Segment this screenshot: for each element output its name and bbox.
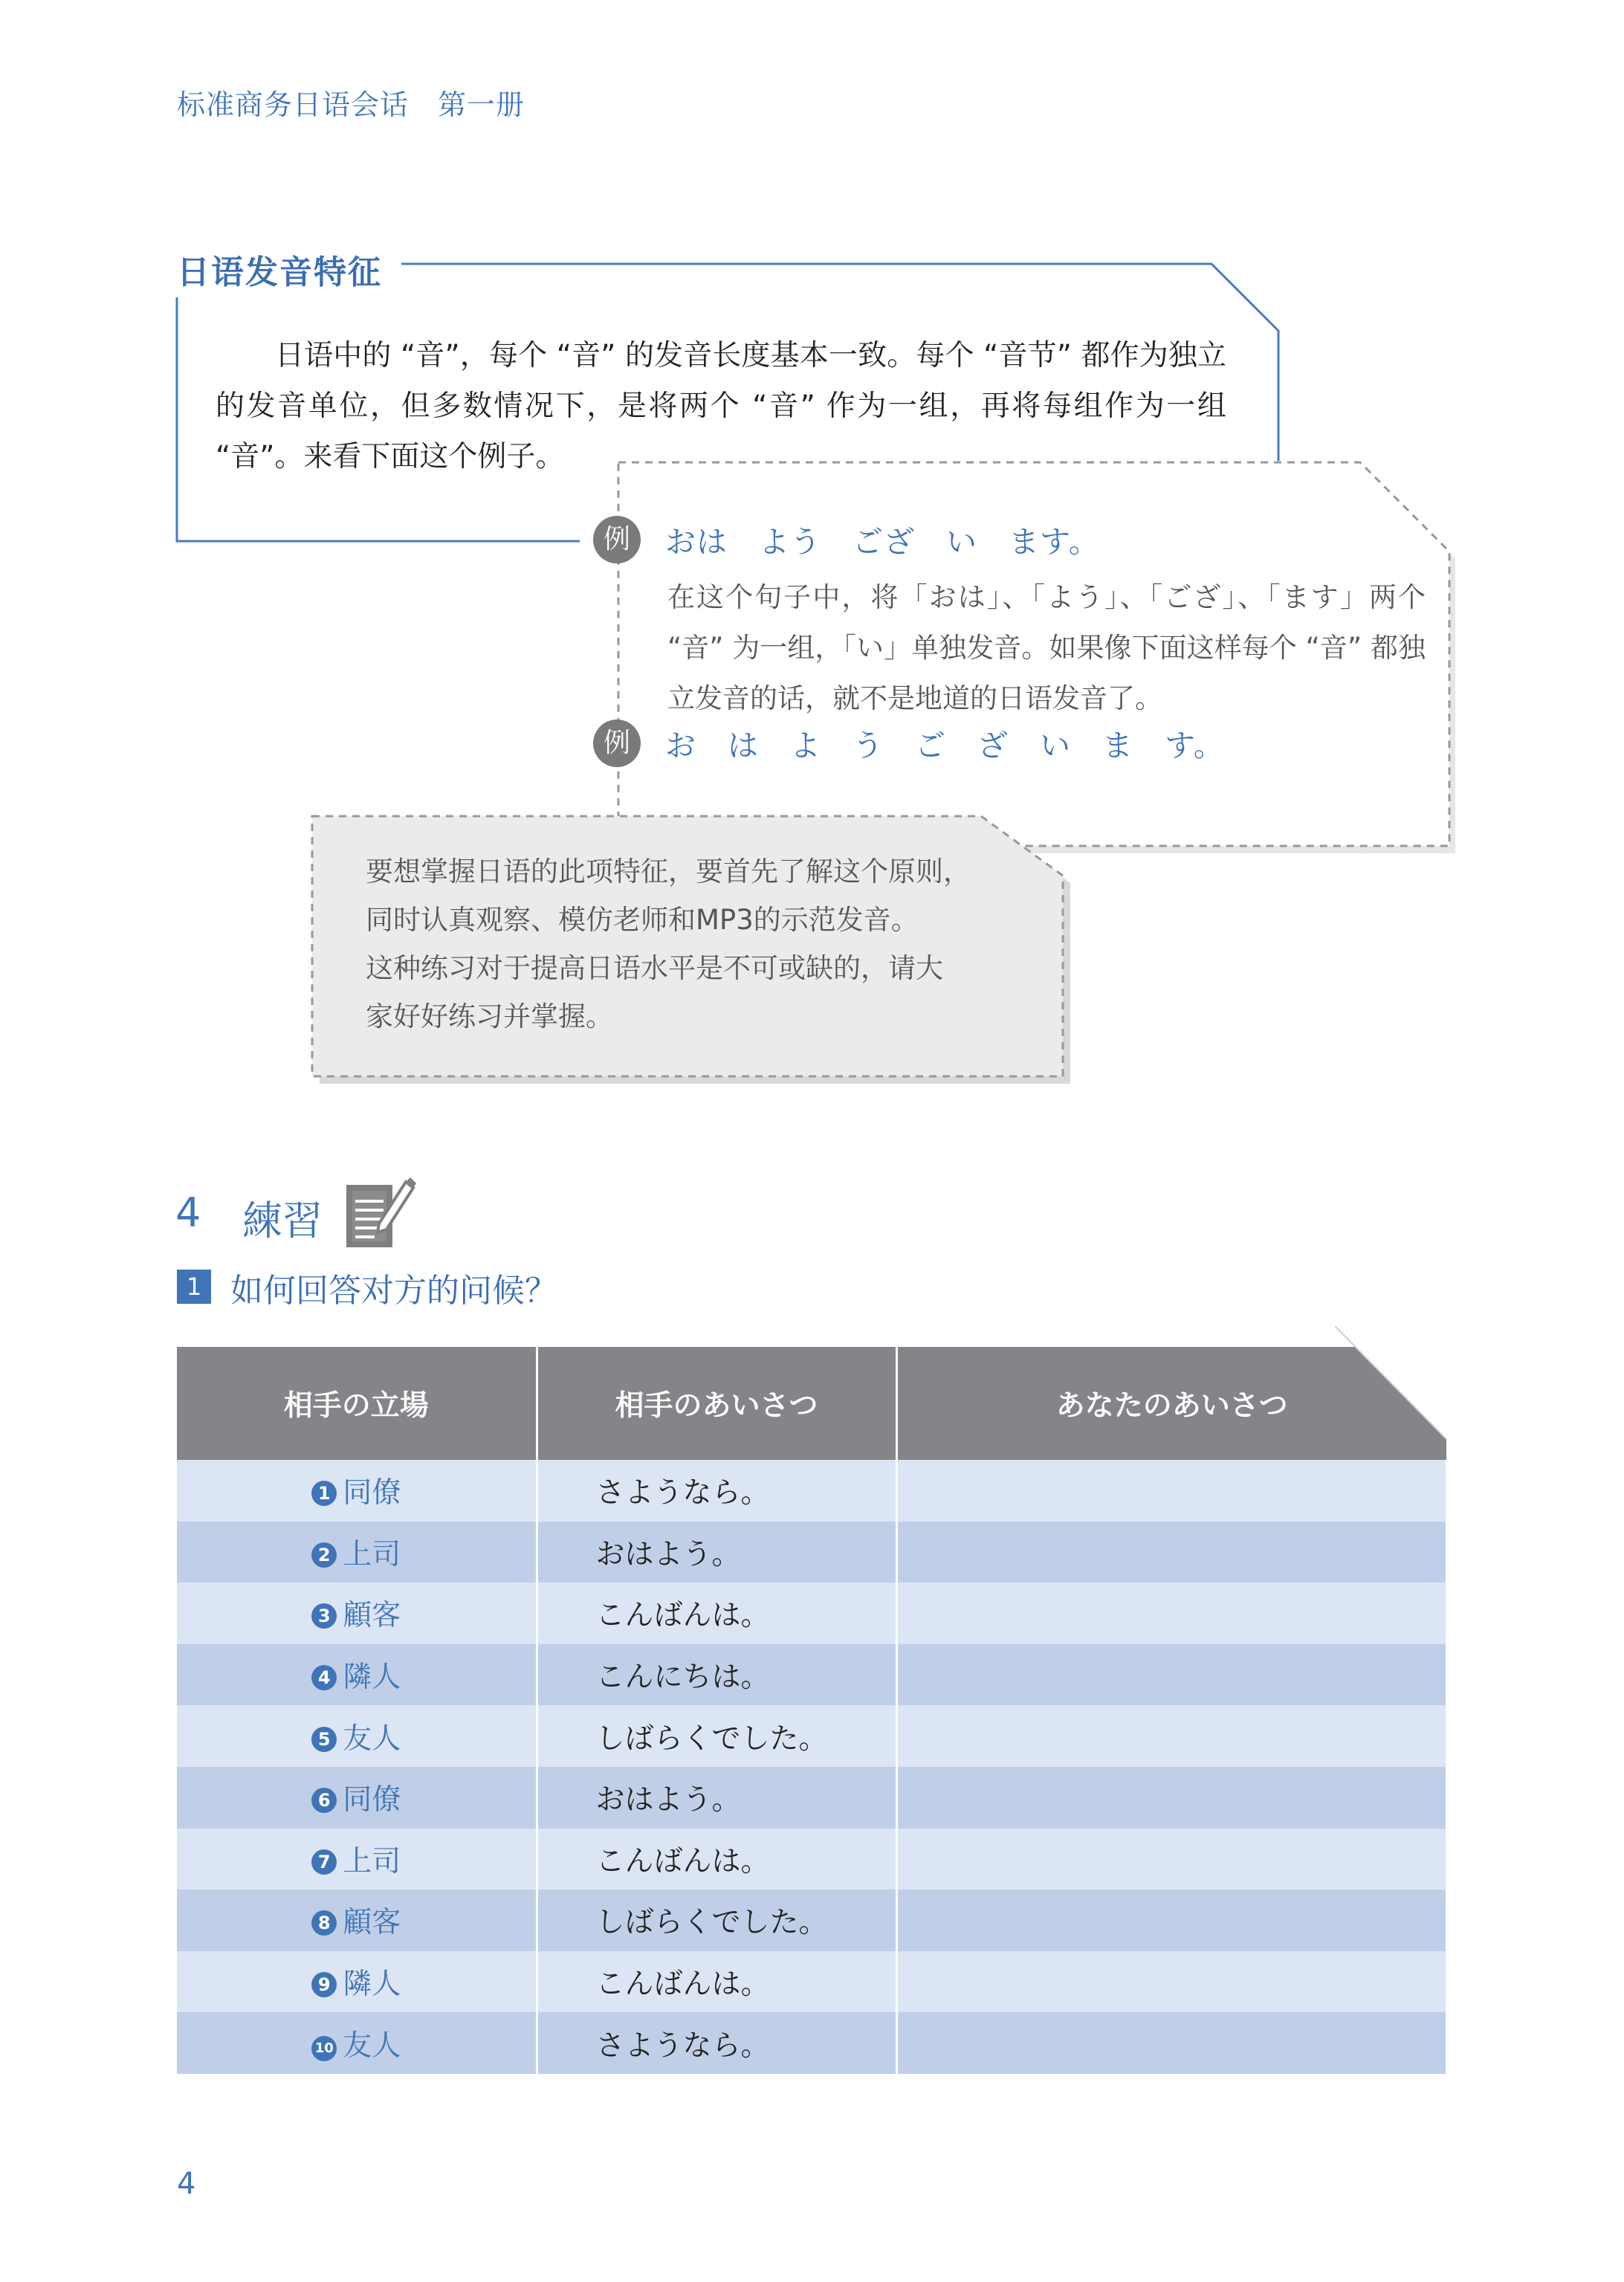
their-greeting-cell: さようなら。 bbox=[537, 2012, 896, 2074]
table-header-row bbox=[177, 1347, 1446, 1460]
running-head: 标准商务日语会话 第一册 bbox=[177, 88, 525, 121]
role-label: 顧客 bbox=[343, 1599, 401, 1633]
row-number-badge: 6 bbox=[311, 1788, 337, 1813]
row-number-badge: 8 bbox=[311, 1910, 337, 1936]
feature-body: 日语中的 “音”，每个 “音” 的发音长度基本一致。每个 “音节” 都作为独立的发音单位，但多数情况下，是将两个 “音” 作为一组，再将每组作为一组 “音”。来看下面这个例子。 bbox=[216, 339, 1226, 473]
their-greeting-cell: さようなら。 bbox=[537, 1460, 896, 1522]
role-cell bbox=[177, 1460, 537, 1522]
table-row bbox=[177, 1644, 1446, 1706]
table-row bbox=[177, 1890, 1446, 1951]
role-label: 顧客 bbox=[343, 1906, 401, 1940]
row-number-badge: 7 bbox=[311, 1849, 337, 1875]
answer-cell[interactable] bbox=[896, 1890, 1446, 1951]
role-cell bbox=[177, 2012, 537, 2074]
column-header-their-greeting: 相手のあいさつ bbox=[537, 1347, 896, 1460]
page-number: 4 bbox=[177, 2167, 196, 2201]
tip-line: 同时认真观察、模仿老师和MP3的示范发音。 bbox=[366, 904, 919, 936]
example-note: 在这个句子中，将「おは」、「よう」、「ござ」、「ます」两个 “音” 为一组，「い」单独发音。如果像下面这样每个 “音” 都独立发音的话，就不是地道的日语发音了。 bbox=[667, 581, 1426, 714]
answer-cell[interactable] bbox=[896, 1460, 1446, 1522]
role-cell bbox=[177, 1951, 537, 2013]
their-greeting-cell: こんばんは。 bbox=[537, 1583, 896, 1644]
example-separate-text: お は よ う ご ざ い ま す。 bbox=[665, 728, 1225, 763]
section-number: 4 bbox=[175, 1189, 201, 1236]
role-cell bbox=[177, 1522, 537, 1583]
table-row bbox=[177, 1951, 1446, 2013]
column-header-your-greeting bbox=[896, 1347, 1446, 1460]
role-cell bbox=[177, 1829, 537, 1890]
role-cell bbox=[177, 1767, 537, 1829]
answer-cell[interactable] bbox=[896, 1829, 1446, 1890]
table-row bbox=[177, 1460, 1446, 1522]
role-label: 上司 bbox=[343, 1844, 401, 1878]
role-label: 友人 bbox=[343, 1722, 401, 1756]
question-number-box: 1 bbox=[177, 1270, 211, 1304]
row-number-badge: 10 bbox=[311, 2036, 337, 2061]
answer-cell[interactable] bbox=[896, 1583, 1446, 1644]
table-row bbox=[177, 1829, 1446, 1890]
notepad-pencil-icon bbox=[342, 1174, 416, 1256]
their-greeting-cell: こんばんは。 bbox=[537, 1951, 896, 2013]
role-label: 隣人 bbox=[343, 1968, 401, 2002]
their-greeting-cell: おはよう。 bbox=[537, 1522, 896, 1583]
tip-line: 家好好练习并掌握。 bbox=[366, 1001, 613, 1032]
answer-cell[interactable] bbox=[896, 1951, 1446, 2013]
practice-table bbox=[177, 1347, 1448, 2074]
row-number-badge: 9 bbox=[311, 1972, 337, 1997]
column-header-your-greeting-label: あなたのあいさつ bbox=[1055, 1389, 1288, 1423]
example-label: 例 bbox=[593, 516, 641, 563]
tip-text bbox=[366, 847, 1042, 1041]
role-cell bbox=[177, 1644, 537, 1706]
role-label: 同僚 bbox=[343, 1476, 401, 1510]
role-label: 同僚 bbox=[343, 1783, 401, 1817]
role-label: 上司 bbox=[343, 1537, 401, 1571]
answer-cell[interactable] bbox=[896, 1767, 1446, 1829]
their-greeting-cell: しばらくでした。 bbox=[537, 1890, 896, 1951]
answer-cell[interactable] bbox=[896, 2012, 1446, 2074]
example-grouped-text: おは よう ござ い ます。 bbox=[665, 524, 1100, 560]
feature-title: 日语发音特征 bbox=[177, 245, 392, 293]
row-number-badge: 3 bbox=[311, 1603, 337, 1629]
answer-cell[interactable] bbox=[896, 1644, 1446, 1706]
question-text: 如何回答对方的问候？ bbox=[230, 1272, 557, 1310]
table-row bbox=[177, 1522, 1446, 1583]
row-number-badge: 2 bbox=[311, 1542, 337, 1568]
example-label: 例 bbox=[593, 720, 641, 767]
row-number-badge: 1 bbox=[311, 1481, 337, 1506]
role-cell bbox=[177, 1705, 537, 1767]
role-label: 隣人 bbox=[343, 1661, 401, 1695]
row-number-badge: 4 bbox=[311, 1665, 337, 1690]
answer-cell[interactable] bbox=[896, 1705, 1446, 1767]
table-row bbox=[177, 1583, 1446, 1644]
role-cell bbox=[177, 1890, 537, 1951]
table-row bbox=[177, 2012, 1446, 2074]
their-greeting-cell: こんにちは。 bbox=[537, 1644, 896, 1706]
role-label: 友人 bbox=[343, 2029, 401, 2063]
their-greeting-cell: こんばんは。 bbox=[537, 1829, 896, 1890]
table-row bbox=[177, 1705, 1446, 1767]
header-corner-decoration bbox=[1335, 1326, 1446, 1439]
table-row bbox=[177, 1767, 1446, 1829]
tip-line: 要想掌握日语的此项特征，要首先了解这个原则， bbox=[366, 856, 971, 888]
section-title: 練習 bbox=[242, 1197, 323, 1244]
tip-line: 这种练习对于提高日语水平是不可或缺的，请大 bbox=[366, 952, 943, 984]
row-number-badge: 5 bbox=[311, 1727, 337, 1752]
column-header-role: 相手の立場 bbox=[177, 1347, 537, 1460]
answer-cell[interactable] bbox=[896, 1522, 1446, 1583]
role-cell bbox=[177, 1583, 537, 1644]
their-greeting-cell: しばらくでした。 bbox=[537, 1705, 896, 1767]
their-greeting-cell: おはよう。 bbox=[537, 1767, 896, 1829]
